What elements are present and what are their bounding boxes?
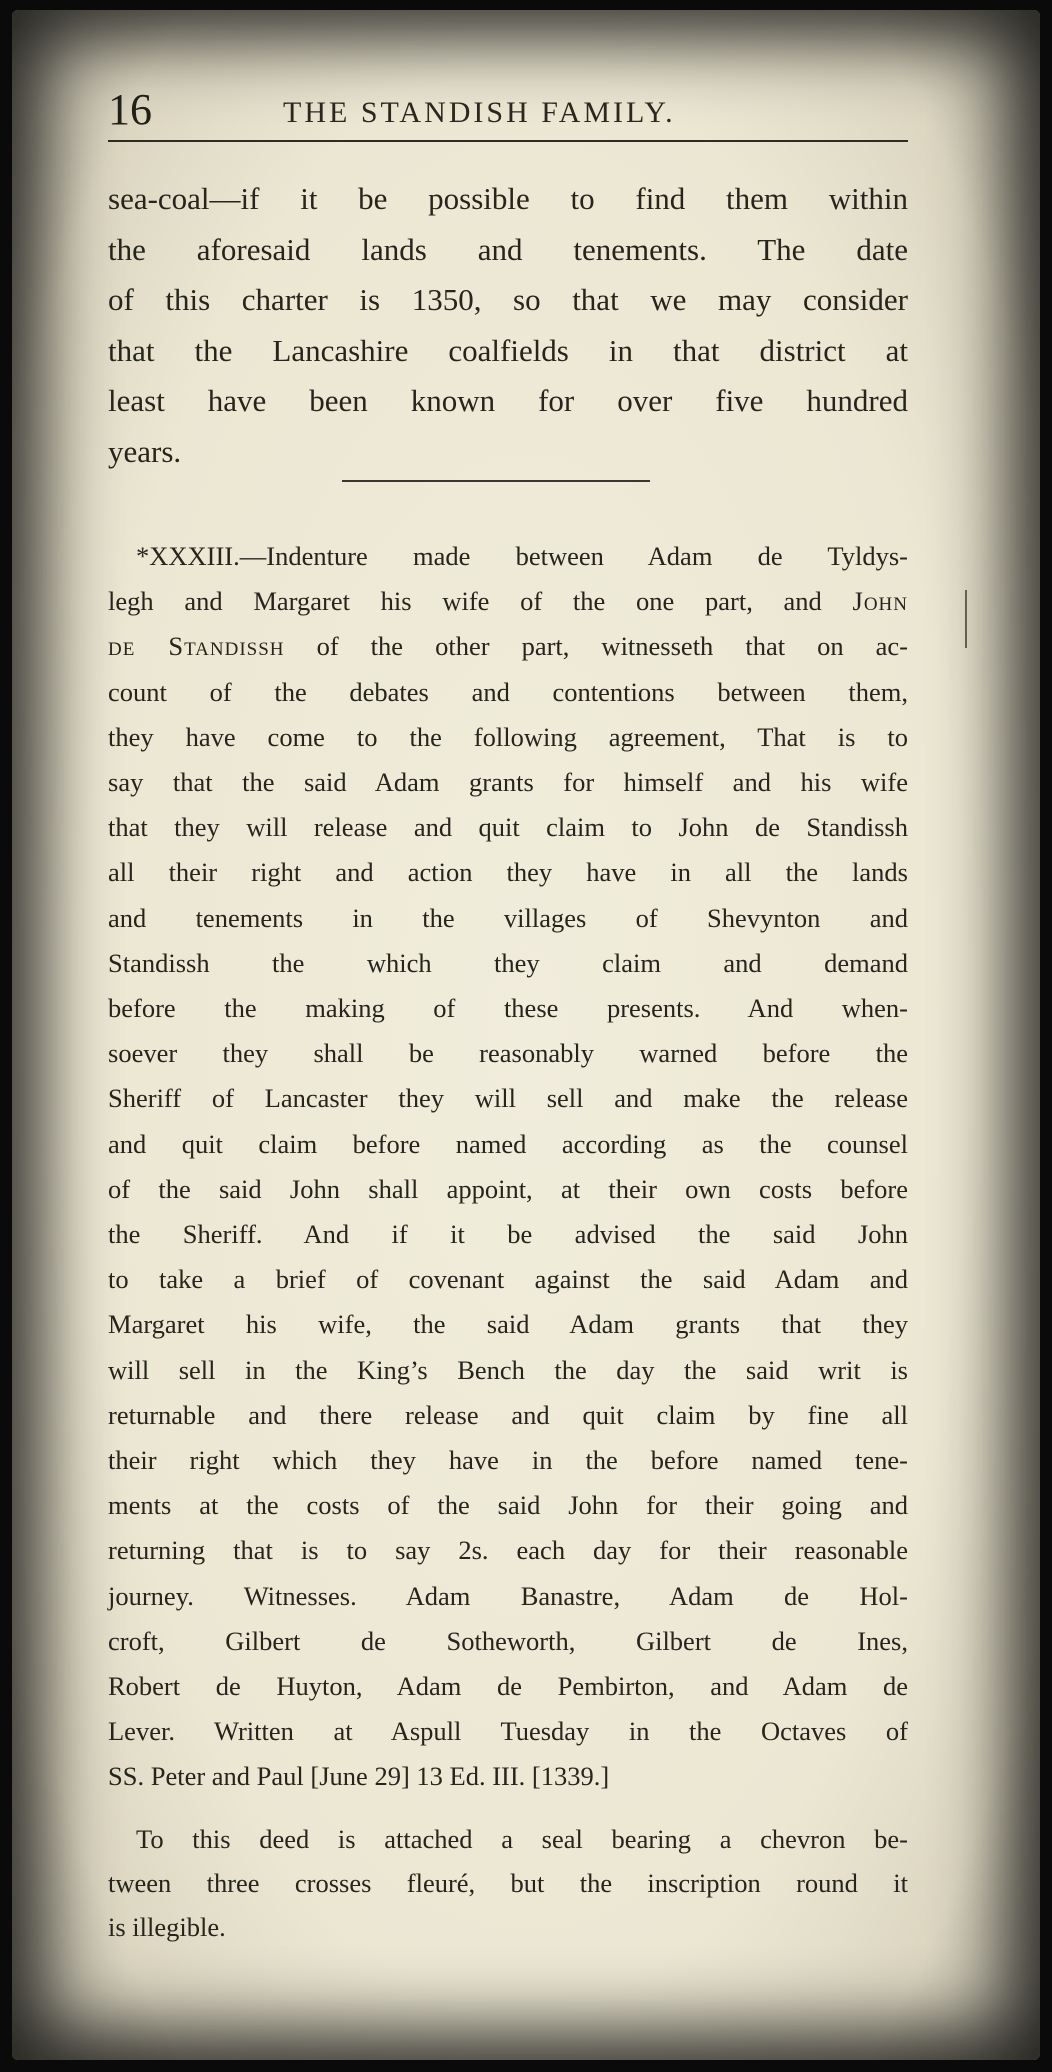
text-line: Margaret his wife, the said Adam grants that they	[108, 1309, 908, 1340]
text-line: *XXXIII.—Indenture made between Adam de Tyldys-	[136, 541, 908, 571]
text-line: all their right and action they have in all the lands	[108, 857, 908, 888]
text-line: least have been known for over five hundred	[108, 383, 908, 418]
text-line: that the Lancashire coalfields in that district at	[108, 332, 908, 368]
text-line: the aforesaid lands and tenements. The date	[108, 231, 908, 267]
text-line: soever they shall be reasonably warned before the	[108, 1038, 908, 1069]
text-line: journey. Witnesses. Adam Banastre, Adam de Hol-	[108, 1580, 908, 1611]
text-line	[108, 624, 908, 669]
text-line: years.	[108, 433, 182, 469]
text-line: Robert de Huyton, Adam de Pembirton, and Adam de	[108, 1671, 908, 1702]
text-line	[108, 579, 908, 624]
text-line: say that the said Adam grants for himself and his wife	[108, 767, 908, 798]
text-line: before the making of these presents. And when-	[108, 993, 908, 1024]
text-line: will sell in the King’s Bench the day the said writ is	[108, 1354, 908, 1385]
book-page	[12, 10, 1040, 2060]
running-head: THE STANDISH FAMILY.	[283, 96, 676, 129]
text-line: To this deed is attached a seal bearing a chevron be-	[136, 1824, 908, 1854]
text-line: of the said John shall appoint, at their own costs before	[108, 1173, 908, 1204]
text-line: returnable and there release and quit claim by fine all	[108, 1399, 908, 1430]
paragraph-coal-charter	[108, 174, 908, 477]
text-line: is illegible.	[108, 1912, 226, 1942]
text-line: and quit claim before named according as the counsel	[108, 1128, 908, 1159]
text-line: to take a brief of covenant against the said Adam and	[108, 1264, 908, 1295]
name-small-caps: de Standissh	[108, 631, 285, 662]
name-small-caps: John	[852, 586, 908, 617]
text-line: and tenements in the villages of Shevynton and	[108, 902, 908, 933]
text-line: ments at the costs of the said John for their going and	[108, 1490, 908, 1521]
text-line: they have come to the following agreement, That is to	[108, 721, 908, 752]
text-line: that they will release and quit claim to John de Standissh	[108, 812, 908, 843]
text-line: the Sheriff. And if it be advised the said John	[108, 1219, 908, 1250]
text-line: Lever. Written at Aspull Tuesday in the Octaves of	[108, 1716, 908, 1747]
text-line: sea-coal—if it be possible to find them within	[108, 181, 908, 216]
text-line: of this charter is 1350, so that we may consider	[108, 282, 908, 317]
text-line: tween three crosses fleuré, but the inscription round it	[108, 1868, 908, 1898]
text-line: croft, Gilbert de Sotheworth, Gilbert de Ines,	[108, 1625, 908, 1656]
text-line: count of the debates and contentions between them,	[108, 676, 908, 707]
paragraph-seal-description	[108, 1817, 908, 1949]
text-line: Standissh the which they claim and demand	[108, 947, 908, 978]
text-span: legh and Margaret his wife of the one part, and	[108, 586, 853, 617]
paragraph-indenture-xxxiii	[108, 534, 908, 1800]
text-line: their right which they have in the before named tene-	[108, 1445, 908, 1476]
header-rule	[108, 140, 908, 142]
text-line: returning that is to say 2s. each day for their reasonable	[108, 1535, 908, 1566]
margin-mark	[965, 590, 967, 648]
text-span: of the other part, witnesseth that on ac-	[284, 631, 908, 662]
text-line: Sheriff of Lancaster they will sell and make the release	[108, 1083, 908, 1114]
page-number: 16	[108, 85, 152, 134]
text-line: SS. Peter and Paul [June 29] 13 Ed. III. [1339.]	[108, 1761, 610, 1792]
page-header	[108, 80, 908, 140]
section-divider	[342, 480, 650, 482]
